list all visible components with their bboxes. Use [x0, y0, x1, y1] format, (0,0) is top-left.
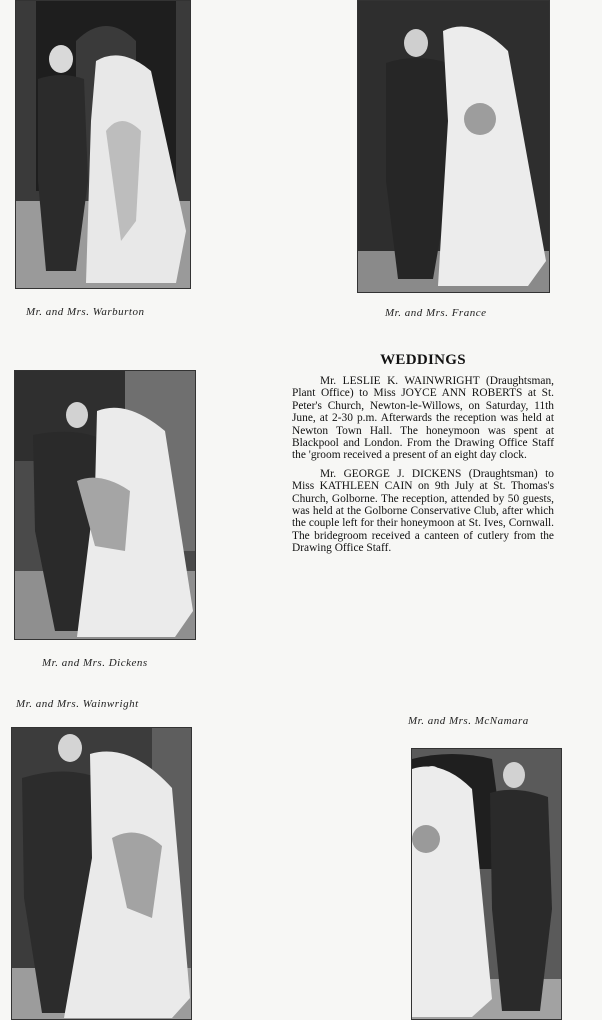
caption-warburton: Mr. and Mrs. Warburton — [26, 306, 145, 318]
photo-warburton — [15, 0, 191, 289]
photo-wainwright — [11, 727, 192, 1020]
caption-mcnamara: Mr. and Mrs. McNamara — [408, 715, 529, 727]
photo-dickens — [14, 370, 196, 640]
wedding-couple-image — [12, 728, 191, 1019]
article-paragraph-dickens: Mr. GEORGE J. DICKENS (Draughtsman) to Miss KATHLEEN CAIN on 9th July at St. Thomas's Church, Golborne. The reception, attended by 50 guests, was held at the Golborne Conservative Club, after which the couple left for their honeymoon at St. Ives, Cornwall. The bridegroom received a canteen of cutlery from the Drawing Office Staff. — [292, 467, 554, 555]
article-paragraph-wainwright: Mr. LESLIE K. WAINWRIGHT (Draughtsman, Plant Office) to Miss JOYCE ANN ROBERTS at St. Peter's Church, Newton-le-Willows, on Saturday, 11th June, at 2-30 p.m. Afterwards the reception was held at Newton Town Hall. The honeymoon was spent at Blackpool and London. From the Drawing Office Staff the 'groom received a present of an eight day clock. — [292, 375, 554, 462]
caption-france: Mr. and Mrs. France — [385, 307, 487, 319]
photo-mcnamara — [411, 748, 562, 1020]
photo-france — [357, 0, 550, 293]
wedding-couple-image — [16, 1, 190, 288]
article-heading: WEDDINGS — [380, 352, 466, 368]
wedding-couple-image — [15, 371, 195, 639]
wedding-couple-image — [358, 1, 549, 292]
weddings-article — [292, 352, 554, 561]
caption-dickens: Mr. and Mrs. Dickens — [42, 657, 148, 669]
caption-wainwright: Mr. and Mrs. Wainwright — [16, 698, 139, 710]
wedding-couple-image — [412, 749, 561, 1019]
